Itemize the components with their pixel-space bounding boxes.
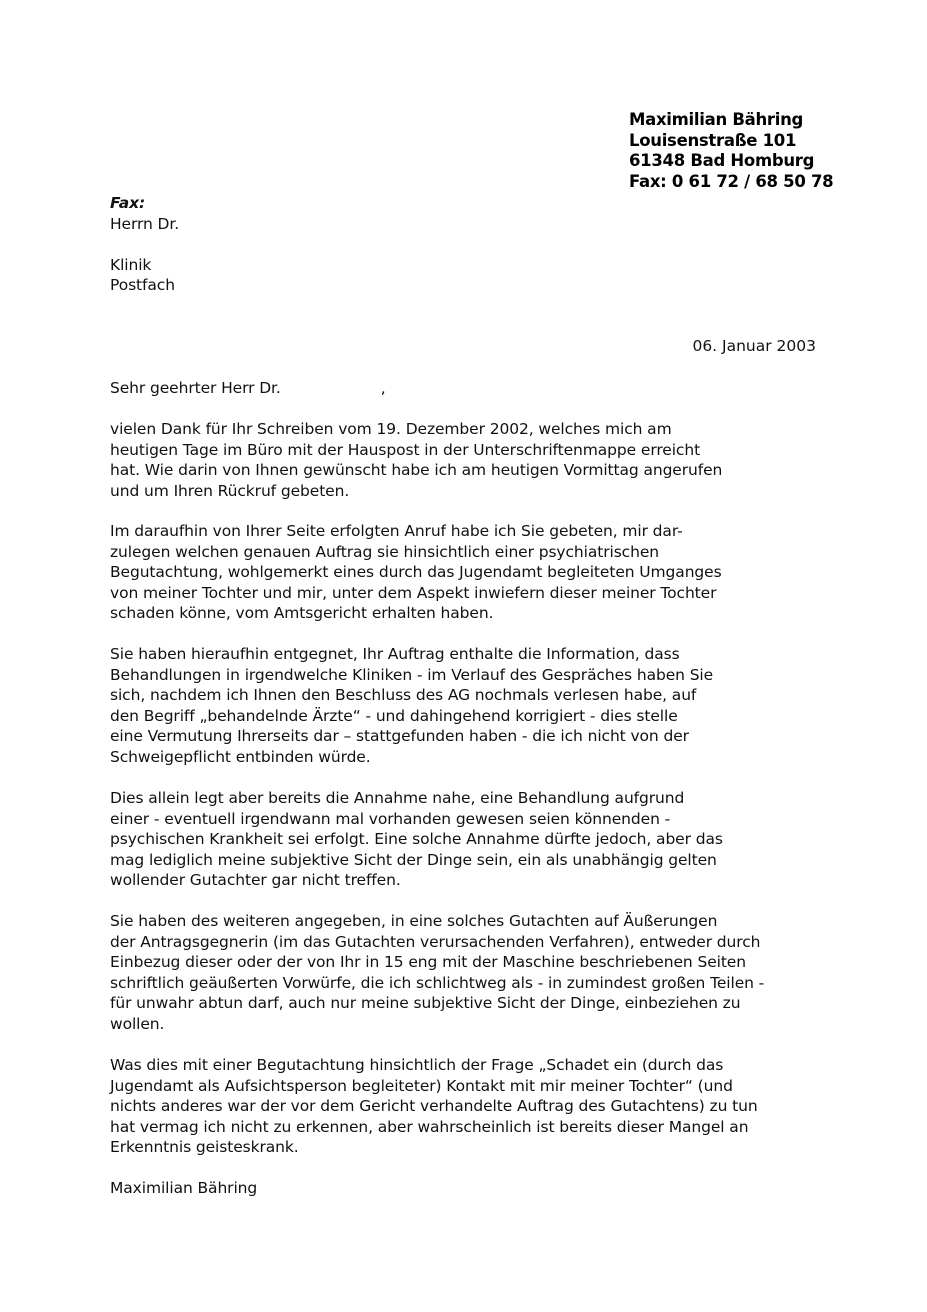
paragraph-1 <box>110 419 750 501</box>
paragraph-line: hat. Wie darin von Ihnen gewünscht habe ich am heutigen Vormittag angerufen <box>110 461 723 480</box>
paragraph-line: Einbezug dieser oder der von Ihr in 15 eng mit der Maschine beschriebenen Seiten <box>110 953 746 972</box>
paragraph-line: Schweigepflicht entbinden würde. <box>110 747 371 766</box>
paragraph-line: schriftlich geäußerten Vorwürfe, die ich schlichtweg als - in zumindest großen Teilen - <box>110 973 765 992</box>
paragraph-line: psychischen Krankheit sei erfolgt. Eine solche Annahme dürfte jedoch, aber das <box>110 830 723 849</box>
paragraph-line: Behandlungen in irgendwelche Kliniken - im Verlauf des Gespräches haben Sie <box>110 665 714 684</box>
paragraph-line: Begutachtung, wohlgemerkt eines durch das Jugendamt begleiteten Umganges <box>110 563 722 582</box>
recipient-clinic: Klinik <box>110 255 152 274</box>
paragraph-line: Im daraufhin von Ihrer Seite erfolgten Anruf habe ich Sie gebeten, mir dar- <box>110 522 683 540</box>
paragraph-2 <box>110 521 750 624</box>
recipient-salutation: Herrn Dr. <box>110 214 180 233</box>
paragraph-line: zulegen welchen genauen Auftrag sie hinsichtlich einer psychiatrischen <box>110 542 659 561</box>
paragraph-line: sich, nachdem ich Ihnen den Beschluss des AG nochmals verlesen habe, auf <box>110 686 697 705</box>
paragraph-line: Jugendamt als Aufsichtsperson begleiteter) Kontakt mit mir meiner Tochter“ (und <box>110 1076 733 1095</box>
paragraph-5 <box>110 911 765 1035</box>
sender-city: 61348 Bad Homburg <box>629 151 815 171</box>
paragraph-line: wollender Gutachter gar nicht treffen. <box>110 871 401 890</box>
recipient-postbox: Postfach <box>110 276 175 295</box>
paragraph-line: Sie haben hieraufhin entgegnet, Ihr Auftrag enthalte die Information, dass <box>110 645 680 663</box>
paragraph-line: wollen. <box>110 1014 165 1033</box>
paragraph-line: nichts anderes war der vor dem Gericht verhandelte Auftrag des Gutachtens) zu tun <box>110 1097 758 1116</box>
paragraph-line: und um Ihren Rückruf gebeten. <box>110 481 350 500</box>
paragraph-line: Was dies mit einer Begutachtung hinsichtlich der Frage „Schadet ein (durch das <box>110 1056 724 1074</box>
greeting <box>110 378 386 399</box>
recipient-spacer <box>110 234 179 255</box>
paragraph-line: eine Vermutung Ihrerseits dar – stattgefunden haben - die ich nicht von der <box>110 727 689 746</box>
paragraph-line: einer - eventuell irgendwann mal vorhanden gewesen seien könnenden - <box>110 809 671 828</box>
paragraph-line: schaden könne, vom Amtsgericht erhalten haben. <box>110 604 494 623</box>
paragraph-line: der Antragsgegnerin (im das Gutachten verursachenden Verfahren), entweder durch <box>110 932 761 951</box>
paragraph-line: mag lediglich meine subjektive Sicht der Dinge sein, ein als unabhängig gelten <box>110 850 717 869</box>
sender-address-block <box>629 110 833 192</box>
paragraph-line: vielen Dank für Ihr Schreiben vom 19. Dezember 2002, welches mich am <box>110 420 672 438</box>
greeting-comma: , <box>380 379 386 397</box>
paragraph-line: hat vermag ich nicht zu erkennen, aber wahrscheinlich ist bereits dieser Mangel an <box>110 1117 749 1136</box>
letter-date: 06. Januar 2003 <box>692 337 816 355</box>
paragraph-line: Erkenntnis geisteskrank. <box>110 1138 299 1157</box>
fax-label: Fax: <box>110 194 146 212</box>
paragraph-line: Dies allein legt aber bereits die Annahme nahe, eine Behandlung aufgrund <box>110 789 685 807</box>
paragraph-6 <box>110 1055 758 1158</box>
sender-fax: Fax: 0 61 72 / 68 50 78 <box>629 171 834 191</box>
recipient-block <box>110 193 179 296</box>
signature: Maximilian Bähring <box>110 1179 258 1197</box>
paragraph-line: für unwahr abtun darf, auch nur meine subjektive Sicht der Dinge, einbeziehen zu <box>110 994 741 1013</box>
paragraph-3 <box>110 644 750 768</box>
sender-street: Louisenstraße 101 <box>629 130 797 150</box>
paragraph-line: von meiner Tochter und mir, unter dem Aspekt inwiefern dieser meiner Tochter <box>110 583 717 602</box>
paragraph-line: den Begriff „behandelnde Ärzte“ - und dahingehend korrigiert - dies stelle <box>110 706 678 725</box>
paragraph-4 <box>110 788 750 891</box>
sender-name: Maximilian Bähring <box>629 110 804 129</box>
paragraph-line: heutigen Tage im Büro mit der Hauspost in der Unterschriftenmappe erreicht <box>110 440 701 459</box>
greeting-text: Sehr geehrter Herr Dr. <box>110 379 281 397</box>
paragraph-line: Sie haben des weiteren angegeben, in eine solches Gutachten auf Äußerungen <box>110 912 718 930</box>
